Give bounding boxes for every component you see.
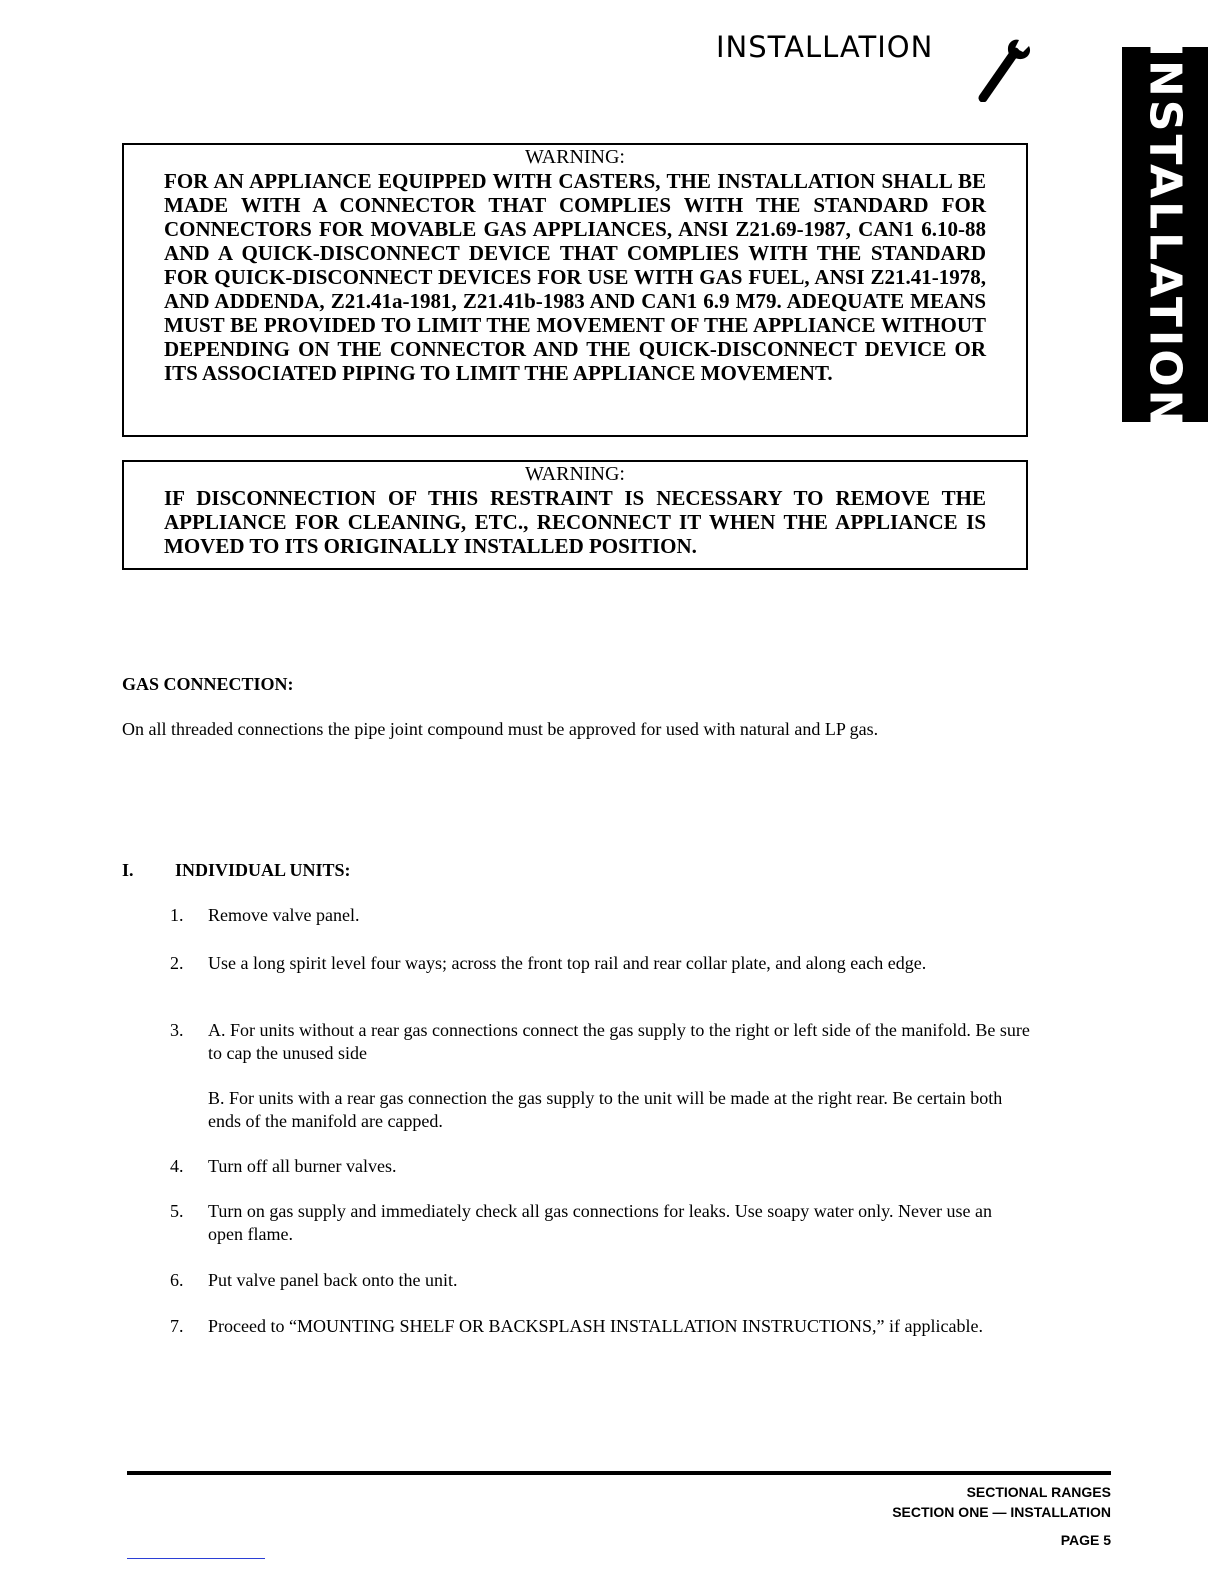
warning-heading: WARNING:: [525, 146, 625, 168]
wrench-icon: [975, 30, 1037, 102]
page-number: PAGE 5: [1060, 1532, 1111, 1548]
step-text: Remove valve panel.: [208, 905, 360, 925]
warning-text: FOR AN APPLIANCE EQUIPPED WITH CASTERS, THE INSTALLATION SHALL BE MADE WITH A CONNECTOR THAT COMPLIES WITH THE STANDARD FOR CONNECTORS FOR MOVABLE GAS APPLIANCES, ANSI Z21.69-1987, CAN1 6.10-88 AND A QUICK-DISCONNECT DEVICE THAT COMPLIES WITH THE STANDARD FOR QUICK-DISCONNECT DEVICES FOR USE WITH GAS FUEL, ANSI Z21.41-1978, AND ADDENDA, Z21.41a-1981, Z21.41b-1983 AND CAN1 6.9 M79. ADEQUATE MEANS MUST BE PROVIDED TO LIMIT THE MOVEMENT OF THE APPLIANCE WITHOUT DEPENDING ON THE CONNECTOR AND THE QUICK-DISCONNECT DEVICE OR ITS ASSOCIATED PIPING TO LIMIT THE APPLIANCE MOVEMENT.: [164, 169, 986, 385]
footer-divider: [127, 1471, 1111, 1475]
footnote-rule: [127, 1558, 265, 1559]
step-item: [170, 904, 1030, 927]
step-text: Put valve panel back onto the unit.: [208, 1270, 458, 1290]
warning-box-casters: [122, 143, 1028, 437]
step-item: [170, 952, 1030, 975]
section-number: I.: [122, 860, 134, 880]
step-number: 3.: [170, 1020, 184, 1040]
warning-heading: WARNING:: [525, 463, 625, 485]
step-number: 5.: [170, 1201, 184, 1221]
step-number: 1.: [170, 905, 184, 925]
section-tab: [1122, 40, 1208, 429]
step-text: A. For units without a rear gas connections connect the gas supply to the right or left side of the manifold. Be sure to cap the unused side: [208, 1020, 1030, 1063]
step-text: Proceed to “MOUNTING SHELF OR BACKSPLASH INSTALLATION INSTRUCTIONS,” if applicable.: [208, 1316, 983, 1336]
gas-connection-heading: GAS CONNECTION:: [122, 674, 294, 694]
step-text: Use a long spirit level four ways; across the front top rail and rear collar plate, and along each edge.: [208, 953, 927, 973]
step-subtext: B. For units with a rear gas connection the gas supply to the unit will be made at the right rear. Be certain both ends of the manifold are capped.: [208, 1088, 1003, 1131]
warning-text: IF DISCONNECTION OF THIS RESTRAINT IS NECESSARY TO REMOVE THE APPLIANCE FOR CLEANING, ETC., RECONNECT IT WHEN THE APPLIANCE IS MOVED TO ITS ORIGINALLY INSTALLED POSITION.: [164, 486, 986, 558]
page-header-title: INSTALLATION: [716, 30, 934, 64]
step-number: 6.: [170, 1270, 184, 1290]
step-text: Turn on gas supply and immediately check all gas connections for leaks. Use soapy water only. Never use an open flame.: [208, 1201, 992, 1244]
step-number: 2.: [170, 953, 184, 973]
step-number: 7.: [170, 1316, 184, 1336]
footer-section: SECTION ONE — INSTALLATION: [892, 1504, 1111, 1520]
gas-connection-text: On all threaded connections the pipe joint compound must be approved for used with natural and LP gas.: [122, 719, 879, 739]
warning-box-restraint: [122, 460, 1028, 570]
step-item: [170, 1315, 1030, 1338]
section-heading: INDIVIDUAL UNITS:: [175, 860, 351, 880]
footer-title: SECTIONAL RANGES: [966, 1484, 1111, 1500]
step-item: [170, 1200, 1030, 1246]
step-item: [170, 1155, 1030, 1178]
step-number: 4.: [170, 1156, 184, 1176]
step-item: [170, 1269, 1030, 1292]
step-text: Turn off all burner valves.: [208, 1156, 397, 1176]
step-item: [170, 1019, 1030, 1133]
section-tab-label: INSTALLATION: [1139, 40, 1191, 429]
